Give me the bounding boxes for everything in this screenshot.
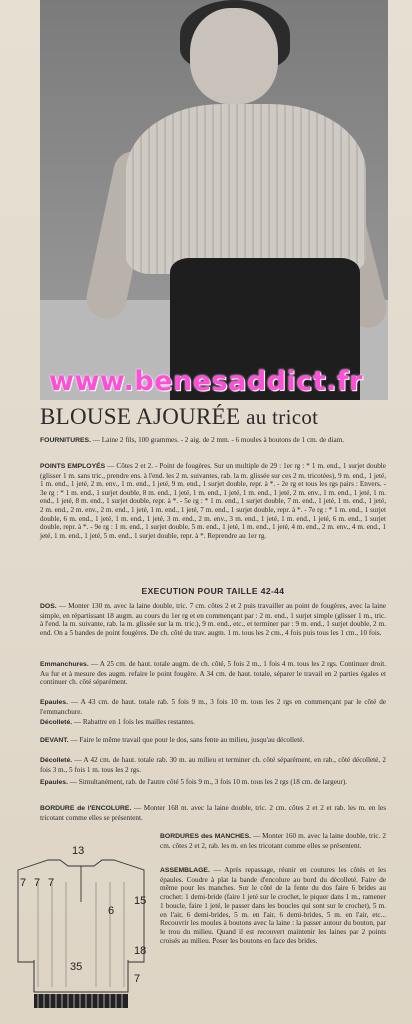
model-face — [190, 8, 278, 104]
schema-right-label-4: 7 — [134, 973, 141, 985]
devant-label: DEVANT. — [40, 737, 69, 744]
decollete-label: Décolleté. — [40, 719, 73, 726]
epaules-devant-text: — Simultanément, rab. de l'autre côté 5 fois 9 m., 3 fois 10 m. tous les 2 rgs (18 cm. de largeur). — [69, 778, 348, 786]
execution-heading: EXECUTION POUR TAILLE 42-44 — [141, 586, 285, 596]
emmanchures-text: — A 25 cm. de haut. totale augm. de ch. côté, 5 fois 2 m., 1 fois 4 m. tous les 2 rgs. Continuer droit. Au fur et à mesure des augm. refaire le point fougère. A 34 cm. de haut. totale, séparer le travail en 2 parties égales et continuer ch. côté séparément. — [40, 660, 386, 687]
decollete-text: — Rabattre en 1 fois les mailles restantes. — [73, 718, 195, 726]
schema-left-label-2: 7 — [34, 877, 41, 889]
bordures-manches-paragraph — [160, 832, 386, 850]
bordure-encolure-text: — Monter 168 m. avec la laine double, tric. 2 cm. côtes 2 et 2 et rab. les m. en les tricotant comme elles se présentent. — [40, 804, 387, 822]
bordures-manches-text: — Monter 160 m. avec la laine double, tric. 2 cm. côtes 2 et 2, rab. les m. en les tricotant comme elles se présentent. — [160, 832, 386, 850]
dos-paragraph — [40, 602, 386, 637]
devant-paragraph — [40, 736, 386, 746]
model-blouse — [126, 104, 366, 274]
decollete-devant-paragraph — [40, 756, 386, 774]
devant-text: — Faire le même travail que pour le dos, sans fente au milieu, jusqu'au décolleté. — [70, 736, 305, 744]
title-main: BLOUSE AJOURÉE — [40, 404, 241, 429]
fournitures-text: — Laine 2 fils, 100 grammes. - 2 aig. de 2 mm. - 6 moules à boutons de 1 cm. de diam. — [92, 436, 345, 444]
schema-right-label-3: 18 — [134, 945, 147, 957]
decollete-devant-text: — A 42 cm. de haut. totale rab. 30 m. au milieu et terminer ch. côté séparément, en rab., côté décolleté, 2 fois 3 m., 5 fois 1 m. tous les 2 rgs. — [40, 756, 386, 774]
fournitures-label: FOURNITURES. — [40, 437, 91, 444]
model-photo — [40, 0, 388, 400]
schema-left-label-3: 7 — [48, 877, 55, 889]
schema-left-label-1: 7 — [20, 877, 27, 889]
schema-right-label-2: 6 — [108, 905, 115, 917]
epaules-devant-paragraph — [40, 778, 386, 788]
epaules-devant-label: Epaules. — [40, 779, 68, 786]
pattern-schema — [8, 842, 154, 1012]
epaules-text: — A 43 cm. de haut. totale rab. 5 fois 9 m., 3 fois 10 m. tous les 2 rgs en commençant par le côté de l'emmanchure. — [40, 698, 387, 716]
watermark: www.benesaddict.fr — [49, 366, 363, 397]
schema-right-label-1: 15 — [134, 895, 147, 907]
epaules-paragraph — [40, 698, 386, 716]
schema-top-label: 13 — [72, 845, 85, 857]
emmanchures-label: Emmanchures. — [40, 661, 89, 668]
assemblage-label: ASSEMBLAGE. — [160, 867, 210, 874]
points-text: — Côtes 2 et 2. - Point de fougères. Sur un multiple de 29 : 1er rg : * 1 m. end., 1 surjet double (glisser 1 m. sans tric., prendre ens. à l'end. les 2 m. suivantes, rab. la m. glissée sur ces 2 m. tricotées), 9 m. end., 1 jeté, 1 m. end., 1 jeté, 2 m. env., 1 m. end., 1 jeté, 9 m. end., 1 surjet double, repr. à *. - 2e rg et tous les rgs pairs : Envers. - 3e rg : * 1 m. end., 1 surjet double, 8 m. end., 1 jeté, 1 m. end., 1 jeté, 1 m. end., 1 jeté, 2 m. env., 1 m. end., 1 jeté, 1 m. end., 1 jeté, 8 m. end., 1 surjet double, repr. à *. - 5e rg : * 1 m. end., 1 surjet double, 7 m. end., 1 jeté, 1 m. end., 1 jeté, 2 m. end., 2 m. env., 2 m. end., 1 jeté, 1 m. end., 1 jeté, 7 m. end., 1 surjet double, repr. à *. - 7e rg : * 1 m. end., 1 surjet double, 6 m. end., 1 jeté, 1 m. end., 1 jeté, 3 m. end., 2 m. env., 3 m. end., 1 jeté, 1 m. end., 1 jeté, 6 m. end., 1 surjet double, repr. à *. - 9e rg : 1 m. end., 1 surjet double, 5 m. end., 1 jeté, 1 m. end., 1 jeté, 4 m. end., 2 m. env., 4 m. end., 1 jeté, 1 m. end., 1 jeté, 5 m. end., 1 surjet double, repr. à *. Reprendre au 1er rg. — [40, 462, 386, 540]
page-title — [40, 404, 390, 430]
emmanchures-paragraph — [40, 660, 386, 687]
schema-bottom-label: 35 — [70, 961, 83, 973]
decollete-paragraph — [40, 718, 386, 728]
assemblage-text: — Après repassage, réunir en coutures les côtés et les épaules. Coudre à plat la bande d'encolure au bord du décolleté. Faire de même pour les manches. Sur le côté de la fente du dos faire 6 brides au crochet: 1 demi-bride (faire 1 jeté sur le crochet, le piquer dans 1 m., ramener 1 boucle, faire 1 jeté, le passer dans les boucles qui sont sur le crochet), 5 m. en l'air, 6 demi-brides, 5 m. en l'air, 6 demi-brides, 5 m. en l'air, etc... Recouvrir les moules à boutons avec la laine : la passer autour du bouton, par le trou du milieu. Quand il est recouvert maintenir les laines par 2 points croisés au milieu. Poser les boutons en face des brides. — [160, 866, 387, 945]
bordure-encolure-paragraph — [40, 804, 386, 822]
assemblage-paragraph — [160, 866, 386, 945]
fournitures-paragraph — [40, 436, 386, 446]
bordure-encolure-label: BORDURE de l'ENCOLURE. — [40, 805, 132, 812]
points-label: POINTS EMPLOYÉS — [40, 463, 106, 470]
title-sub: au tricot — [246, 405, 319, 429]
epaules-label: Epaules. — [40, 699, 68, 706]
dos-label: DOS. — [40, 603, 57, 610]
bordures-manches-label: BORDURES des MANCHES. — [160, 833, 252, 840]
decollete-devant-label: Décolleté. — [40, 757, 73, 764]
points-paragraph — [40, 462, 386, 540]
dos-text: — Monter 130 m. avec la laine double, tric. 7 cm. côtes 2 et 2 puis travailler au point de fougères, avec la laine simple, en répartissant 18 augm. au cours du 1er rg et en commençant par : 2 m. end., 1 surjet simple (glisser 1 m., tric. à l'end. la m. suivante, rab. la m. glissée sur la m. tric.), 9 m. end., etc., et terminer par : 9 m. end., 1 surjet double, 2 m. end. On a 5 bandes de point fougères. De ch. côté du trav. augm. 1 m. tous les 2 cm., 4 fois puis tous les 1 cm., 10 fois. — [40, 602, 386, 637]
